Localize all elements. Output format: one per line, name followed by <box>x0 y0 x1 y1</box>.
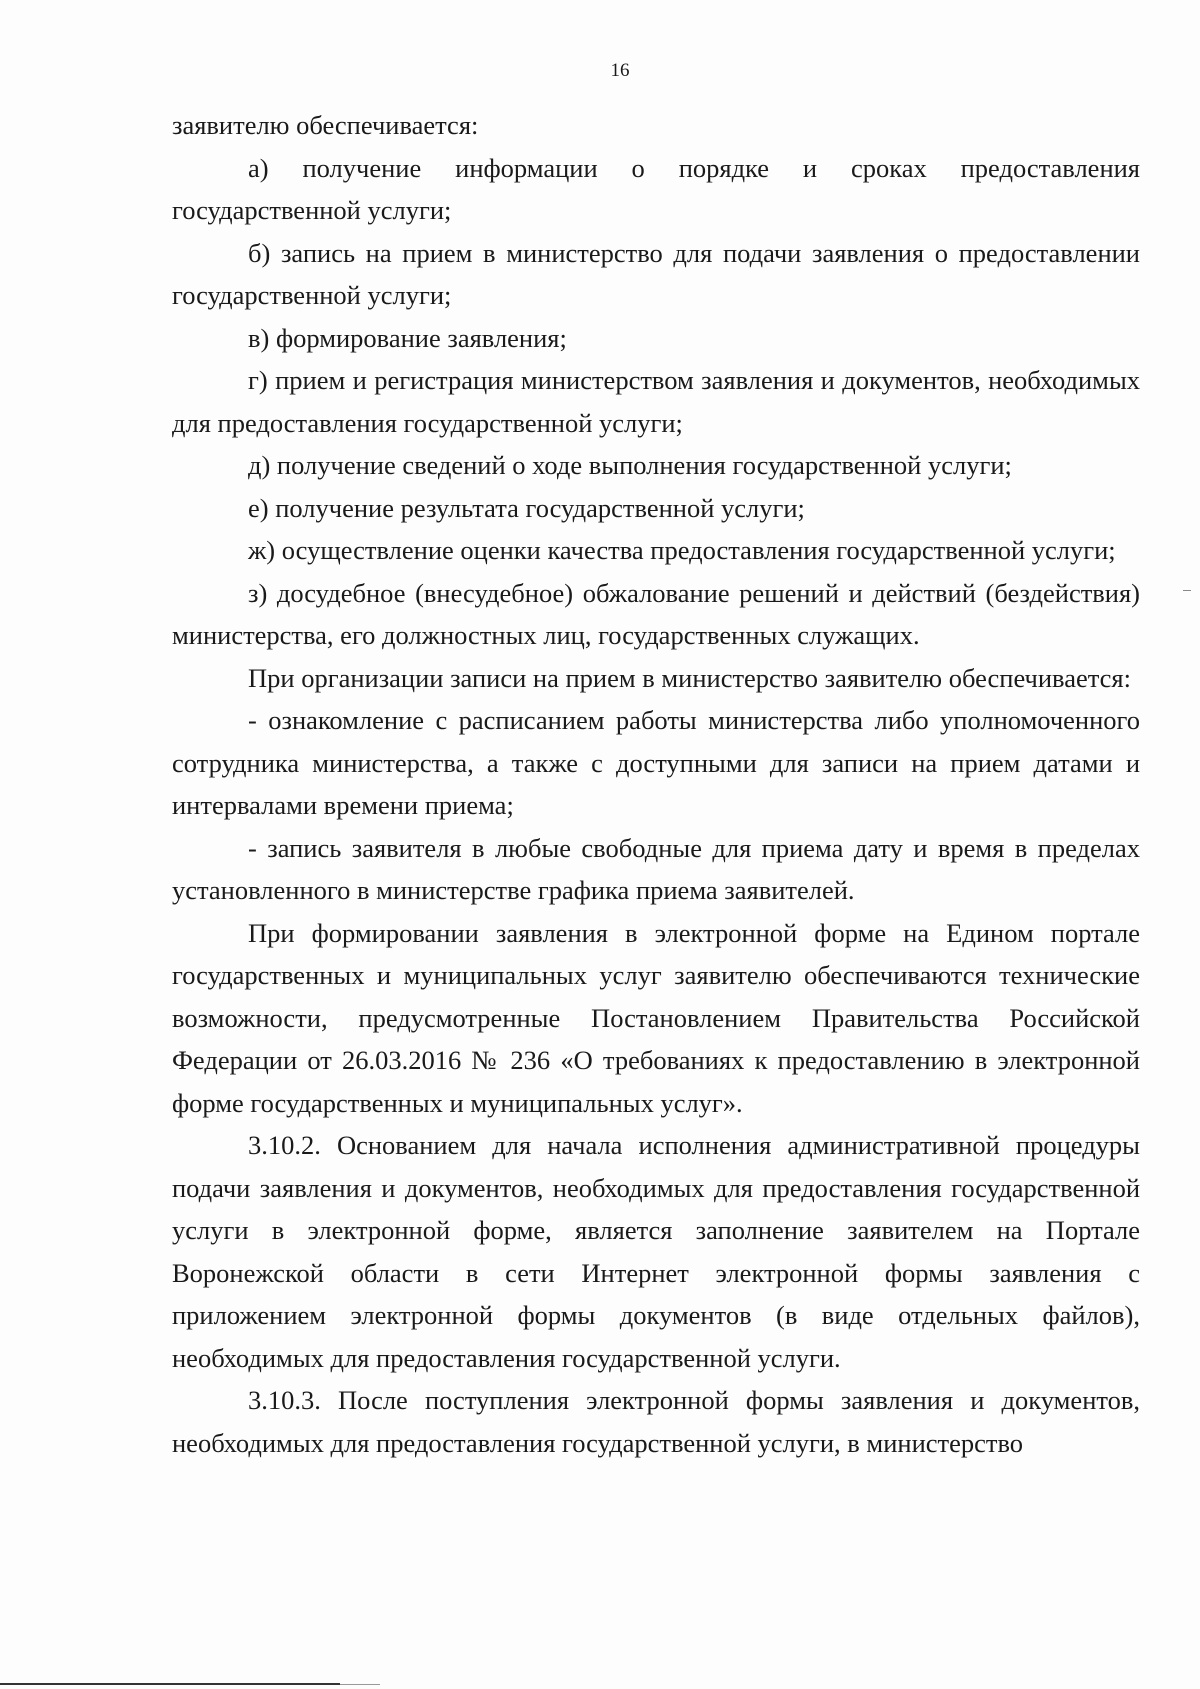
list-item-e: е) получение результата государственной услуги; <box>248 492 805 523</box>
paragraph: При формировании заявления в электронной форме на Едином портале государственных и муниципальных услуг заявителю обеспечиваются технические возможности, предусмотренные Постановлением Правительства Российской Федерации от 26.03.2016 № 236 «О требованиях к предоставлению в электронной форме государственных и муниципальных услуг». <box>172 917 1140 1118</box>
document-body <box>172 104 1140 1464</box>
scan-edge-line-faint <box>340 1684 380 1685</box>
list-item-a: а) получение информации о порядке и сроках предоставления государственной услуги; <box>172 152 1140 225</box>
list-item-b: б) запись на прием в министерство для подачи заявления о предоставлении государственной услуги; <box>172 237 1140 310</box>
scan-margin-mark <box>1183 590 1191 591</box>
paragraph: При организации записи на прием в министерство заявителю обеспечивается: <box>248 662 1131 693</box>
dash-item: - ознакомление с расписанием работы министерства либо уполномоченного сотрудника министерства, а также с доступными для записи на прием датами и интервалами времени приема; <box>172 705 1140 820</box>
list-item-v: в) формирование заявления; <box>248 322 567 353</box>
scan-edge-line <box>0 1683 340 1685</box>
list-item-zh: ж) осуществление оценки качества предоставления государственной услуги; <box>248 535 1116 565</box>
page-number: 16 <box>610 60 630 81</box>
list-item-g: г) прием и регистрация министерством заявления и документов, необходимых для предоставления государственной услуги; <box>172 365 1140 438</box>
paragraph: заявителю обеспечивается: <box>172 110 479 140</box>
dash-item: - запись заявителя в любые свободные для приема дату и время в пределах установленного в министерстве графика приема заявителей. <box>172 832 1140 905</box>
list-item-z: з) досудебное (внесудебное) обжалование решений и действий (бездействия) министерства, его должностных лиц, государственных служащих. <box>172 577 1140 650</box>
section-3-10-2: 3.10.2. Основанием для начала исполнения административной процедуры подачи заявления и документов, необходимых для предоставления государственной услуги в электронной форме, является заполнение заявителем на Портале Воронежской области в сети Интернет электронной формы заявления с приложением электронной формы документов (в виде отдельных файлов), необходимых для предоставления государственной услуги. <box>172 1130 1140 1373</box>
list-item-d: д) получение сведений о ходе выполнения государственной услуги; <box>248 450 1012 480</box>
section-3-10-3: 3.10.3. После поступления электронной формы заявления и документов, необходимых для предоставления государственной услуги, в министерство <box>172 1385 1140 1458</box>
